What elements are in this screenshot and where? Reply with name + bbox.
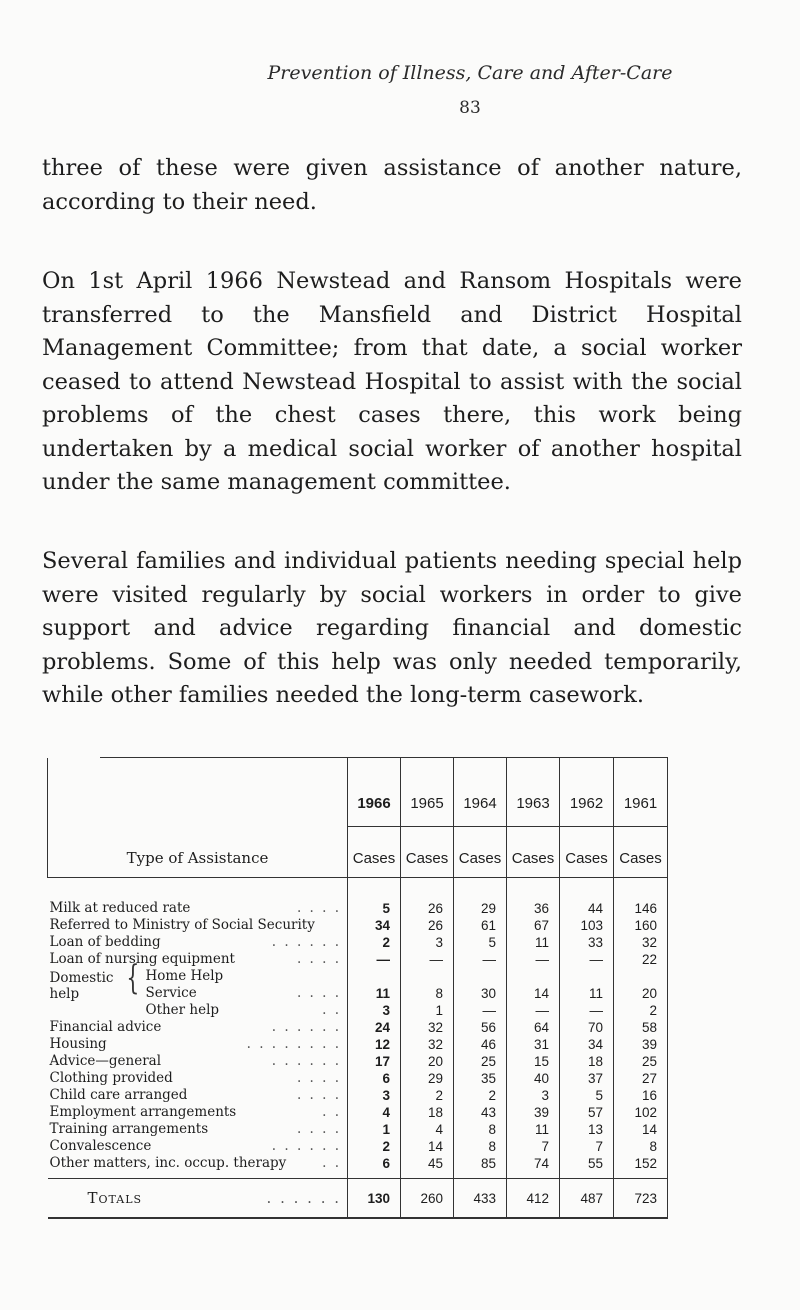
cell-value: — [454, 1002, 507, 1019]
cell-value: 8 [614, 1138, 668, 1155]
cell-value: 85 [454, 1155, 507, 1172]
row-label [48, 1002, 348, 1019]
row-label-text: Milk at reduced rate [49, 900, 191, 916]
leader-dots: . . . . [296, 1087, 341, 1103]
cell-value: 55 [560, 1155, 614, 1172]
cell-value: 67 [507, 917, 560, 934]
cell-value: 44 [560, 900, 614, 917]
cell-value: 3 [401, 934, 454, 951]
brace-icon: { [125, 958, 139, 998]
cell-value: 16 [614, 1087, 668, 1104]
cell-value: 5 [454, 934, 507, 951]
cell-value: 14 [401, 1138, 454, 1155]
table-row [48, 934, 668, 951]
leader-dots: . . [322, 1002, 341, 1018]
cell-value: — [560, 951, 614, 968]
cell-value: 31 [507, 1036, 560, 1053]
cell-value: 32 [614, 934, 668, 951]
row-label-text: Employment arrangements [49, 1104, 237, 1120]
row-label [48, 1121, 348, 1138]
cell-value: 7 [560, 1138, 614, 1155]
cell-value: 5 [348, 900, 401, 917]
cell-value: 70 [560, 1019, 614, 1036]
unit-header: Cases [507, 827, 560, 878]
cell-value: 27 [614, 1070, 668, 1087]
cell-value: 12 [348, 1036, 401, 1053]
cell-value: 2 [454, 1087, 507, 1104]
row-label [48, 934, 348, 951]
cell-value: 1 [401, 1002, 454, 1019]
cell-value: 6 [348, 1155, 401, 1172]
cell-value: — [507, 951, 560, 968]
cell-value [614, 968, 668, 985]
year-header: 1961 [614, 758, 668, 827]
type-of-assistance-header: Type of Assistance [48, 758, 348, 878]
row-label-text: Referred to Ministry of Social Security [49, 917, 315, 933]
cell-value: 8 [401, 985, 454, 1002]
row-label-text: Advice—general [49, 1053, 162, 1069]
cell-value: 14 [507, 985, 560, 1002]
domestic-sub-label: Service [145, 985, 197, 1001]
cell-value: 152 [614, 1155, 668, 1172]
cell-value: 39 [614, 1036, 668, 1053]
cell-value: 6 [348, 1070, 401, 1087]
running-title: Prevention of Illness, Care and After-Care [267, 62, 673, 84]
cell-value: — [560, 1002, 614, 1019]
cell-value: 13 [560, 1121, 614, 1138]
cell-value [454, 968, 507, 985]
leader-dots: . . . . . . [271, 1053, 341, 1069]
year-header: 1964 [454, 758, 507, 827]
cell-value: 22 [614, 951, 668, 968]
row-label [48, 1019, 348, 1036]
cell-value: 102 [614, 1104, 668, 1121]
cell-value: 29 [401, 1070, 454, 1087]
cell-value [560, 968, 614, 985]
table-row [48, 1138, 668, 1155]
cell-value: 40 [507, 1070, 560, 1087]
cell-value: 11 [507, 934, 560, 951]
unit-header: Cases [401, 827, 454, 878]
leader-dots: . . . . . . [271, 1138, 341, 1154]
total-value: 487 [560, 1179, 614, 1219]
row-label-text: Financial advice [49, 1019, 162, 1035]
year-header: 1963 [507, 758, 560, 827]
cell-value: 24 [348, 1019, 401, 1036]
leader-dots: . . . . [296, 1121, 341, 1137]
year-header: 1962 [560, 758, 614, 827]
unit-header: Cases [560, 827, 614, 878]
row-label-text: Child care arranged [49, 1087, 188, 1103]
assistance-table [47, 757, 668, 1219]
table-row [48, 1019, 668, 1036]
totals-row [48, 1179, 668, 1219]
leader-dots: . . . . [296, 985, 341, 1001]
cell-value: 32 [401, 1019, 454, 1036]
row-label-text: Other matters, inc. occup. therapy [49, 1155, 287, 1171]
cell-value: 11 [507, 1121, 560, 1138]
domestic-sub-label: Home Help [145, 968, 224, 984]
cell-value: 14 [614, 1121, 668, 1138]
total-value: 130 [348, 1179, 401, 1219]
table-row [48, 1155, 668, 1172]
cell-value: 29 [454, 900, 507, 917]
total-value: 723 [614, 1179, 668, 1219]
cell-value: 35 [454, 1070, 507, 1087]
table-row [48, 1053, 668, 1070]
row-label-text: Training arrangements [49, 1121, 209, 1137]
cell-value: 103 [560, 917, 614, 934]
cell-value: 8 [454, 1121, 507, 1138]
cell-value: 7 [507, 1138, 560, 1155]
table-row [48, 1036, 668, 1053]
leader-dots: . . . . . . [271, 1019, 341, 1035]
row-label-text: Loan of bedding [49, 934, 161, 950]
row-label [48, 1104, 348, 1121]
cell-value: 18 [560, 1053, 614, 1070]
row-label [48, 1087, 348, 1104]
cell-value [401, 968, 454, 985]
year-header: 1966 [348, 758, 401, 827]
cell-value: 160 [614, 917, 668, 934]
row-label [48, 1070, 348, 1087]
year-header: 1965 [401, 758, 454, 827]
cell-value: 32 [401, 1036, 454, 1053]
table-row [48, 968, 668, 985]
cell-value: 20 [614, 985, 668, 1002]
cell-value: 46 [454, 1036, 507, 1053]
row-label [48, 1155, 348, 1172]
cell-value [507, 968, 560, 985]
page-number: 83 [459, 98, 481, 118]
table-row [48, 1087, 668, 1104]
cell-value: 74 [507, 1155, 560, 1172]
row-label-text: Convalescence [49, 1138, 152, 1154]
cell-value: 3 [348, 1087, 401, 1104]
cell-value: 34 [560, 1036, 614, 1053]
unit-header: Cases [348, 827, 401, 878]
cell-value: 26 [401, 900, 454, 917]
cell-value: 3 [507, 1087, 560, 1104]
paragraph-1: three of these were given assistance of another nature, according to their need. [42, 155, 742, 215]
leader-dots: . . . . [296, 951, 341, 967]
cell-value: 1 [348, 1121, 401, 1138]
row-label-text: Clothing provided [49, 1070, 173, 1086]
leader-dots: . . [322, 1155, 341, 1171]
total-value: 412 [507, 1179, 560, 1219]
cell-value: 4 [348, 1104, 401, 1121]
cell-value: — [454, 951, 507, 968]
leader-dots: . . . . . . [266, 1188, 341, 1207]
leader-dots: . . . . . . [271, 934, 341, 950]
cell-value: 26 [401, 917, 454, 934]
cell-value: 18 [401, 1104, 454, 1121]
cell-value: 39 [507, 1104, 560, 1121]
cell-value: 37 [560, 1070, 614, 1087]
total-value: 260 [401, 1179, 454, 1219]
cell-value: 43 [454, 1104, 507, 1121]
unit-header: Cases [614, 827, 668, 878]
leader-dots: . . . . . . . . [246, 1036, 341, 1052]
cell-value: 36 [507, 900, 560, 917]
leader-dots: . . . . [296, 1070, 341, 1086]
row-label [48, 1138, 348, 1155]
domestic-sub-label: Other help [145, 1002, 220, 1018]
cell-value: — [507, 1002, 560, 1019]
total-value: 433 [454, 1179, 507, 1219]
row-label [48, 1053, 348, 1070]
cell-value [348, 968, 401, 985]
cell-value: 61 [454, 917, 507, 934]
table-row [48, 1002, 668, 1019]
cell-value: — [348, 951, 401, 968]
cell-value: — [401, 951, 454, 968]
leader-dots: . . [322, 1104, 341, 1120]
row-label [48, 1036, 348, 1053]
cell-value: 2 [401, 1087, 454, 1104]
cell-value: 45 [401, 1155, 454, 1172]
row-label [48, 917, 348, 934]
unit-header: Cases [454, 827, 507, 878]
cell-value: 5 [560, 1087, 614, 1104]
table-row [48, 1070, 668, 1087]
leader-dots: . . . . [296, 900, 341, 916]
table-row [48, 917, 668, 934]
cell-value: 20 [401, 1053, 454, 1070]
cell-value: 25 [614, 1053, 668, 1070]
cell-value: 56 [454, 1019, 507, 1036]
cell-value: 25 [454, 1053, 507, 1070]
table-row [48, 1121, 668, 1138]
cell-value: 17 [348, 1053, 401, 1070]
table-row [48, 951, 668, 968]
cell-value: 57 [560, 1104, 614, 1121]
cell-value: 58 [614, 1019, 668, 1036]
totals-label-text: Totals [87, 1188, 143, 1207]
table-row [48, 900, 668, 917]
cell-value: 15 [507, 1053, 560, 1070]
cell-value: 34 [348, 917, 401, 934]
totals-label [48, 1179, 348, 1219]
cell-value: 30 [454, 985, 507, 1002]
cell-value: 2 [348, 1138, 401, 1155]
cell-value: 8 [454, 1138, 507, 1155]
cell-value: 3 [348, 1002, 401, 1019]
paragraph-3: Several families and individual patients needing special help were visited regularly by social workers in order to give support and advice regarding financial and domestic problems. Some of this help was only needed temporarily, while other families needed the long-term casework. [42, 548, 742, 708]
cell-value: 2 [614, 1002, 668, 1019]
table-row [48, 985, 668, 1002]
domestic-help-label: Domestic help [49, 970, 114, 1002]
row-label-text: Loan of nursing equipment [49, 951, 235, 967]
cell-value: 11 [348, 985, 401, 1002]
paragraph-2: On 1st April 1966 Newstead and Ransom Hospitals were transferred to the Mansfield and District Hospital Management Committee; from that date, a social worker ceased to attend Newstead Hospital to assist with the social problems of the chest cases there, this work being undertaken by a medical social worker of another hospital under the same management committee. [42, 268, 742, 495]
cell-value: 64 [507, 1019, 560, 1036]
cell-value: 4 [401, 1121, 454, 1138]
row-label [48, 951, 348, 968]
row-label-text: Housing [49, 1036, 107, 1052]
cell-value: 2 [348, 934, 401, 951]
cell-value: 11 [560, 985, 614, 1002]
table-row [48, 1104, 668, 1121]
row-label [48, 900, 348, 917]
cell-value: 33 [560, 934, 614, 951]
cell-value: 146 [614, 900, 668, 917]
